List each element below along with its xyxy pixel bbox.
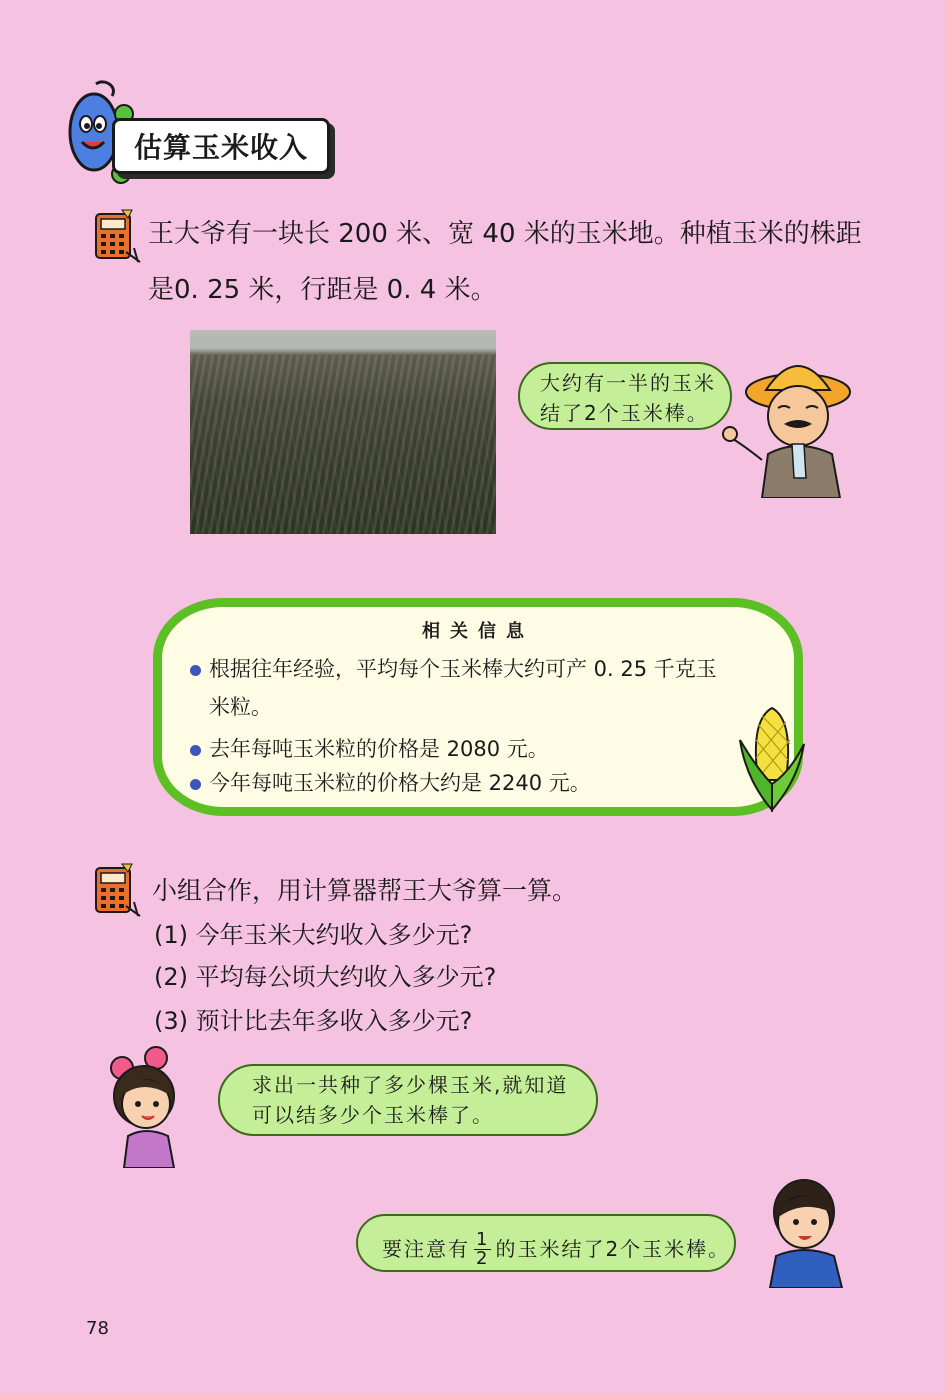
page-number: 78: [86, 1318, 109, 1339]
boy-bubble-suffix: 的玉米结了2个玉米棒。: [495, 1237, 731, 1261]
corn-icon: [736, 700, 808, 812]
info-item-1: [190, 651, 770, 687]
boy-icon: [760, 1170, 850, 1288]
girl-icon: [104, 1046, 204, 1168]
bullet-dot-icon: [190, 665, 201, 676]
info-item-1-line-2: 米粒。: [209, 695, 272, 719]
section-title-box: [112, 118, 330, 174]
question-3: (3) 预计比去年多收入多少元?: [154, 1007, 473, 1035]
task-intro: 小组合作，用计算器帮王大爷算一算。: [152, 876, 578, 905]
cornfield-photo: [190, 330, 496, 534]
fraction-denominator: 2: [476, 1247, 490, 1269]
section-title: 估算玉米收入: [133, 131, 308, 164]
bullet-dot-icon: [190, 745, 201, 756]
question-1: (1) 今年玉米大约收入多少元?: [154, 921, 473, 949]
problem-line-1: 王大爷有一块长 200 米、宽 40 米的玉米地。种植玉米的株距: [148, 219, 862, 249]
related-info-box: [153, 598, 803, 816]
farmer-speech-bubble: [518, 362, 732, 430]
info-item-2: [190, 731, 549, 767]
girl-bubble-line-1: 求出一共种了多少棵玉米,就知道: [252, 1073, 569, 1097]
farmer-icon: [722, 348, 852, 498]
boy-speech-bubble: [356, 1214, 736, 1272]
question-2: (2) 平均每公顷大约收入多少元?: [154, 963, 497, 991]
girl-speech-bubble: [218, 1064, 598, 1136]
info-item-3-line-1: 今年每吨玉米粒的价格大约是 2240 元。: [209, 771, 591, 795]
boy-bubble-prefix: 要注意有: [382, 1237, 470, 1261]
farmer-bubble-line-1: 大约有一半的玉米: [540, 371, 716, 395]
problem-line-2: 是0. 25 米，行距是 0. 4 米。: [148, 275, 497, 305]
info-item-1-line-1: 根据往年经验，平均每个玉米棒大约可产 0. 25 千克玉: [209, 657, 717, 681]
info-item-2-line-1: 去年每吨玉米粒的价格是 2080 元。: [209, 737, 549, 761]
farmer-bubble-line-2: 结了2个玉米棒。: [540, 401, 709, 425]
info-heading: 相关信息: [422, 621, 534, 642]
one-half-fraction: [474, 1228, 491, 1269]
fraction-numerator: 1: [476, 1228, 490, 1250]
calculator-icon: [90, 208, 142, 264]
girl-bubble-line-2: 可以结多少个玉米棒了。: [252, 1103, 494, 1127]
bullet-dot-icon: [190, 779, 201, 790]
calculator-icon: [90, 862, 142, 918]
info-item-3: [190, 765, 591, 801]
